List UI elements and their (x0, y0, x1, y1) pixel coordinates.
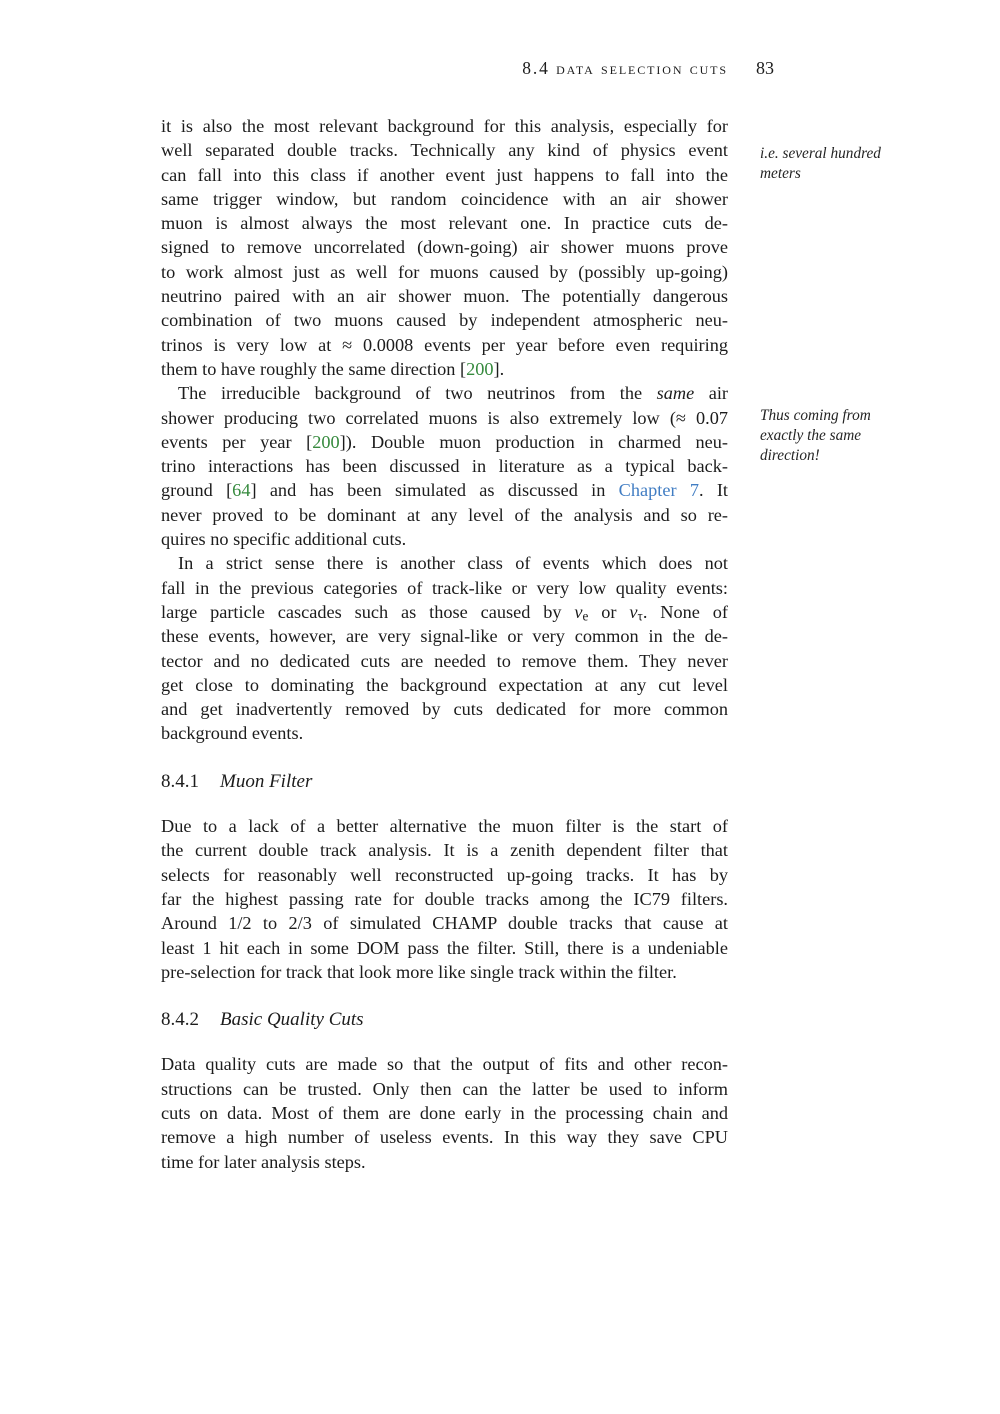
text-run: fall in the previous categories of track-like or very low quality events: (161, 577, 728, 598)
text-run: signed to remove uncorrelated (down-going) air shower muons prove (161, 237, 728, 258)
text-run: large particle cascades such as those caused by (161, 601, 575, 622)
text-run: to work almost just as well for muons caused by (possibly up-going) (161, 261, 728, 282)
text-line (161, 163, 728, 187)
text-run: tector and no dedicated cuts are needed to remove them. They never (161, 650, 728, 671)
text-run: air (694, 383, 728, 404)
text-run: get close to dominating the background expectation at any cut level (161, 674, 728, 695)
text-run: Around 1/2 to 2/3 of simulated CHAMP double tracks that cause at (161, 913, 728, 934)
text-line (161, 887, 728, 911)
text-run: events per year [ (161, 431, 313, 452)
text-run: them to have roughly the same direction [ (161, 358, 467, 379)
text-run: quires no specific additional cuts. (161, 529, 407, 550)
text-run: least 1 hit each in some DOM pass the filter. Still, there is a undeniable (161, 937, 728, 958)
text-run: The irreducible background of two neutrinos from the (178, 383, 657, 404)
paragraph (161, 114, 728, 381)
text-line (161, 600, 728, 624)
text-run: selects for reasonably well reconstructed up-going tracks. It has by (161, 864, 728, 885)
text-line (161, 576, 728, 600)
nu-symbol: ν (629, 601, 638, 622)
text-line (161, 624, 728, 648)
text-line (161, 911, 728, 935)
text-column (161, 114, 728, 1174)
text-line (161, 1125, 728, 1149)
text-run: never proved to be dominant at any level of the analysis and so re- (161, 504, 728, 525)
text-line (161, 936, 728, 960)
text-run: these events, however, are very signal-like or very common in the de- (161, 626, 728, 647)
section-heading (161, 1008, 728, 1032)
text-line (161, 357, 728, 381)
text-run: combination of two muons caused by independent atmospheric neu- (161, 310, 728, 331)
text-line (161, 960, 728, 984)
text-run: time for later analysis steps. (161, 1151, 366, 1172)
text-line (161, 308, 728, 332)
text-run: pre-selection for track that look more like single track within the filter. (161, 961, 677, 982)
text-line (161, 260, 728, 284)
text-line (161, 138, 728, 162)
paragraph (161, 551, 728, 745)
text-run: Data quality cuts are made so that the output of fits and other recon- (161, 1054, 728, 1075)
margin-note: i.e. several hundred meters (760, 145, 881, 182)
text-line (161, 1077, 728, 1101)
citation-link[interactable]: 64 (232, 480, 251, 501)
text-run: remove a high number of useless events. In this way they save CPU (161, 1127, 728, 1148)
text-run: trinos is very low at ≈ 0.0008 events per year before even requiring (161, 334, 728, 355)
text-run: In a strict sense there is another class of events which does not (178, 553, 728, 574)
text-line (161, 838, 728, 862)
text-run: . It (698, 480, 728, 501)
text-run: or (588, 601, 630, 622)
text-run: ]). Double muon production in charmed neu- (339, 431, 728, 452)
text-run: the current double track analysis. It is a zenith dependent filter that (161, 840, 728, 861)
text-line (161, 235, 728, 259)
subscript-text: e (582, 608, 589, 624)
emphasis-text: same (656, 383, 695, 404)
text-line (161, 381, 728, 405)
text-line (161, 430, 728, 454)
text-line (161, 527, 728, 551)
text-run: shower producing two correlated muons is also extremely low (≈ 0.07 (161, 407, 728, 428)
text-run: trino interactions has been discussed in literature as a typical back- (161, 456, 728, 477)
text-line (161, 114, 728, 138)
text-run: muon is almost always the most relevant one. In practice cuts de- (161, 213, 728, 234)
text-run: far the highest passing rate for double tracks among the IC79 filters. (161, 888, 728, 909)
text-line (161, 333, 728, 357)
text-line (161, 863, 728, 887)
text-line (161, 673, 728, 697)
margin-note: Thus coming from exactly the same direction! (760, 407, 871, 464)
text-line (161, 697, 728, 721)
text-run: ]. (493, 358, 505, 379)
running-header-section-title: 8.4 data selection cuts (522, 58, 728, 78)
text-line (161, 551, 728, 575)
text-run: . None of (642, 601, 728, 622)
text-run: background events. (161, 723, 304, 744)
section-title: Muon Filter (220, 770, 313, 792)
text-line (161, 1101, 728, 1125)
text-line (161, 211, 728, 235)
text-run: can fall into this class if another event just happens to fall into the (161, 164, 728, 185)
nu-symbol: ν (574, 601, 583, 622)
text-line (161, 284, 728, 308)
text-line (161, 1052, 728, 1076)
text-run: same trigger window, but random coincidence with an air shower (161, 188, 728, 209)
text-run: ground [ (161, 480, 233, 501)
text-run: structions can be trusted. Only then can the latter be used to inform (161, 1078, 728, 1099)
paragraph (161, 1052, 728, 1173)
text-line (161, 454, 728, 478)
chapter-link[interactable]: Chapter 7 (618, 480, 699, 501)
text-line (161, 503, 728, 527)
paragraph (161, 814, 728, 984)
text-line (161, 1150, 728, 1174)
text-run: Due to a lack of a better alternative the muon filter is the start of (161, 816, 728, 837)
subscript-text: τ (637, 608, 643, 624)
text-line (161, 814, 728, 838)
text-run: it is also the most relevant background for this analysis, especially for (161, 116, 728, 136)
text-line (161, 478, 728, 502)
citation-link[interactable]: 200 (466, 358, 494, 379)
section-number: 8.4.2 (161, 1009, 199, 1031)
citation-link[interactable]: 200 (312, 431, 340, 452)
text-line (161, 406, 728, 430)
text-run: and get inadvertently removed by cuts dedicated for more common (161, 699, 728, 720)
text-run: well separated double tracks. Technically any kind of physics event (161, 140, 728, 161)
section-heading (161, 770, 728, 794)
section-title: Basic Quality Cuts (220, 1009, 364, 1031)
text-run: ] and has been simulated as discussed in (250, 480, 619, 501)
text-line (161, 187, 728, 211)
paragraph (161, 381, 728, 551)
text-run: neutrino paired with an air shower muon. The potentially dangerous (161, 286, 728, 307)
text-line (161, 721, 728, 745)
text-line (161, 649, 728, 673)
page-number: 83 (756, 58, 774, 78)
text-run: cuts on data. Most of them are done early in the processing chain and (161, 1102, 728, 1123)
section-number: 8.4.1 (161, 770, 199, 792)
